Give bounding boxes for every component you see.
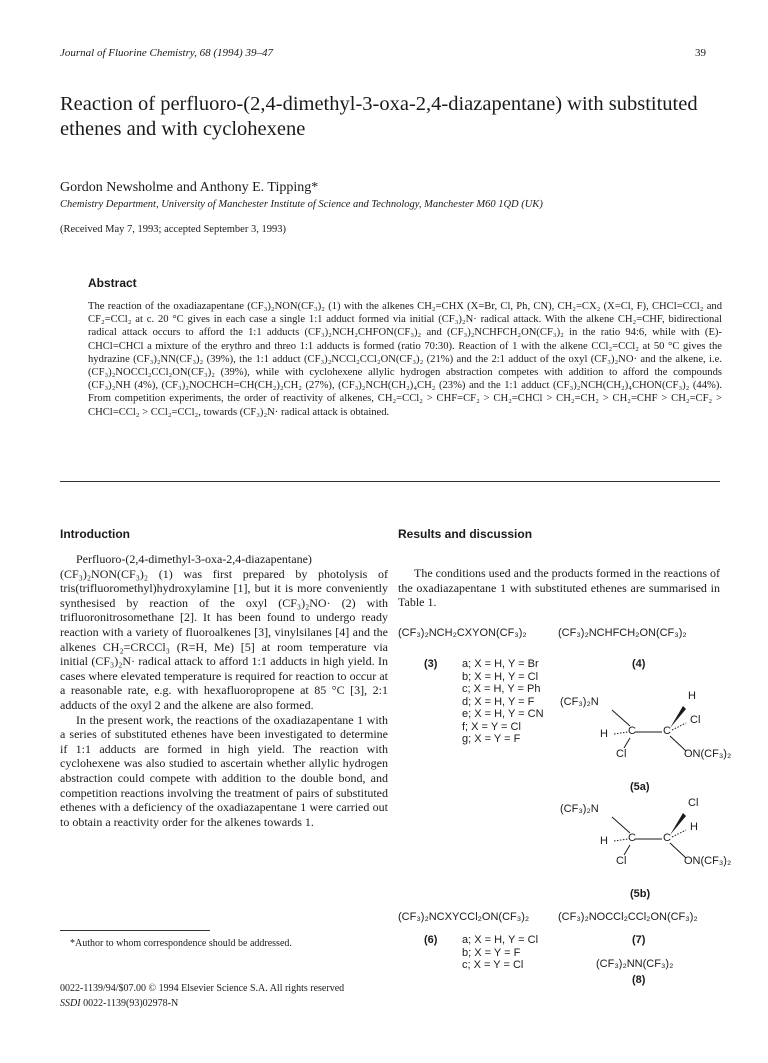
structure-4-label: (4) [632,658,646,670]
intro-paragraph-2: In the present work, the reactions of the oxadiazapentane 1 with a series of substituted ethenes have been investigated to determine if 1:1 adducts are formed in high yield. The reaction with cyclohexene was also studied to ascertain whether allylic hydrogen abstraction could compete with addition to the double bond, and competition reactions involving the treatment of pairs of substituted ethenes with a deficiency of the oxadiazapentane 1 were carried out to obtain a reactivity order for the alkenes towards 1. [60,712,388,829]
page-number: 39 [695,47,706,59]
abstract-heading: Abstract [88,276,137,290]
received-dates: (Received May 7, 1993; accepted September 3, 1993) [60,224,286,235]
structure-6-variants [462,934,538,972]
structure-3-variants [462,658,544,746]
structure-7-label: (7) [632,934,646,946]
abstract-text: The reaction of the oxadiazapentane (CF₃)₂NON(CF₃)₂ (1) with the alkenes CH₂=CHX (X=Br, Cl, Ph, CN), CH₂=CX₂ (X=Cl, F), CHCl=CCl₂ and CF₂=CCl₂ at c. 20 °C gives in each case a single 1:1 adduct formed via initial (CF₃)₂N· radical attack. With the alkene CH₂=CHF, bidirectional radical attack occurs to afford the 1:1 adducts (CF₃)₂NCH₂CHFON(CF₃)₂ and (CF₃)₂NCHFCH₂ON(CF₃)₂ in the ratio 94:6, while with (E)-CHCl=CHCl a mixture of the erythro and threo 1:1 adducts is formed (ratio 70:30). Reaction of 1 with the alkene CCl₂=CCl₂ at 50 °C gives the hydrazine (CF₃)₂NN(CF₃)₂ (39%), the 1:1 adduct (CF₃)₂NCCl₂CCl₂ON(CF₃)₂ (21%) and the 2:1 adduct of the oxyl (CF₃)₂NO· and the alkene, i.e. (CF₃)₂NOCCl₂CCl₂ON(CF₃)₂ (39%), while with cyclohexene allylic hydrogen abstraction competes with addition to afford the compounds (CF₃)₂NH (4%), (CF₃)₂NOCHCH=CH(CH₂)₂CH₂ (27%), (CF₃)₂NCH(CH₂)₄CH₂ (23%) and the 1:1 adduct (CF₃)₂NCH(CH₂)₄CHON(CF₃)₂ (44%). From competition experiments, the order of reactivity of alkenes, CH₂=CCl₂ > CHF=CF₂ > CH₂=CHCl > CH₂=CH₂ > CH₂=CHF > CH₂=CF₂ > CHCl=CCl₂ > CCl₂=CCl₂, towards (CF₃)₂N· radical attack is obtained. [88,301,722,418]
s5a-c2: C [663,725,671,737]
s5b-h-right: H [690,821,698,833]
introduction-body [60,552,388,829]
variant-3e: e; X = H, Y = CN [462,708,544,720]
structure-3-formula: (CF₃)₂NCH₂CXYON(CF₃)₂ [398,627,527,639]
section-divider [60,481,720,482]
s5b-on-group: ON(CF₃)₂ [684,855,732,867]
s5b-h-left: H [600,835,608,847]
structure-7-formula: (CF₃)₂NOCCl₂CCl₂ON(CF₃)₂ [558,911,698,923]
correspondence-footnote: *Author to whom correspondence should be addressed. [70,938,292,949]
abstract-body [88,300,722,419]
structure-5b-drawing [560,797,730,877]
structure-6-formula: (CF₃)₂NCXYCCl₂ON(CF₃)₂ [398,911,530,923]
affiliation: Chemistry Department, University of Manchester Institute of Science and Technology, Manchester M60 1QD (UK) [60,199,543,210]
ssdi-line [60,998,178,1009]
variant-3a: a; X = H, Y = Br [462,658,539,670]
s5a-h-top: H [688,690,696,702]
structure-6-label: (6) [424,934,438,946]
s5a-cl-bottom: Cl [616,748,627,760]
footnote-divider [60,930,210,931]
variant-3g: g; X = Y = F [462,733,521,745]
structure-8-label: (8) [632,974,646,986]
ssdi-label: SSDI [60,998,81,1009]
s5a-on-group: ON(CF₃)₂ [684,748,732,760]
copyright-line: 0022-1139/94/$07.00 © 1994 Elsevier Science S.A. All rights reserved [60,983,345,994]
results-paragraph: The conditions used and the products formed in the reactions of the oxadiazapentane 1 with substituted ethenes are summarised in Table 1. [398,566,720,610]
s5a-h-left: H [600,728,608,740]
results-heading: Results and discussion [398,527,533,541]
authors: Gordon Newsholme and Anthony E. Tipping* [60,180,319,195]
structure-5a-drawing [560,690,730,770]
s5b-n-group: (CF₃)₂N [560,803,599,815]
structure-8-formula: (CF₃)₂NN(CF₃)₂ [596,958,674,970]
variant-3c: c; X = H, Y = Ph [462,683,541,695]
variant-6c: c; X = Y = Cl [462,959,524,971]
variant-6b: b; X = Y = F [462,946,521,959]
s5a-n-group: (CF₃)₂N [560,696,599,708]
variant-6a: a; X = H, Y = Cl [462,934,539,946]
variant-3f: f; X = Y = Cl [462,720,521,733]
structure-5b-label: (5b) [630,888,651,900]
article-title: Reaction of perfluoro-(2,4-dimethyl-3-oxa-2,4-diazapentane) with substituted ethenes and with cyclohexene [60,93,698,140]
variant-3b: b; X = H, Y = Cl [462,670,539,683]
structure-5a-label: (5a) [630,781,650,793]
s5a-cl-top: Cl [690,714,701,726]
s5b-c1: C [628,832,636,844]
s5b-c2: C [663,832,671,844]
s5a-c1: C [628,725,636,737]
variant-3d: d; X = H, Y = F [462,695,535,708]
s5b-cl-bottom: Cl [616,855,627,867]
structure-4-formula: (CF₃)₂NCHFCH₂ON(CF₃)₂ [558,627,687,639]
intro-paragraph-1: Perfluoro-(2,4-dimethyl-3-oxa-2,4-diazapentane) (CF₃)₂NON(CF₃)₂ (1) was first prepared by photolysis of tris(trifluoromethyl)hydroxylamine [1], but it is more conveniently synthesised by reaction of the oxyl (CF₃)₂NO· (2) with trifluoronitrosomethane [2]. It has been found to undergo ready reaction with a variety of fluoroalkenes [3], vinylsilanes [4] and the alkenes CH₂=CRCCl₃ (R=H, Me) [5] at room temperature via initial (CF₃)₂N· radical attack to afford 1:1 adducts in high yield. In cases where elevated temperature is required for reaction to occur at a reasonable rate, e.g. with hexafluoropropene at 85 °C [3], 2:1 adducts of the oxyl 2 and the alkene are also formed. [60,552,388,712]
structure-3-label: (3) [424,658,438,670]
s5b-cl-top: Cl [688,797,699,809]
ssdi-value: 0022-1139(93)02978-N [83,998,179,1009]
journal-citation: Journal of Fluorine Chemistry, 68 (1994) 39–47 [60,47,273,59]
introduction-heading: Introduction [60,527,130,541]
